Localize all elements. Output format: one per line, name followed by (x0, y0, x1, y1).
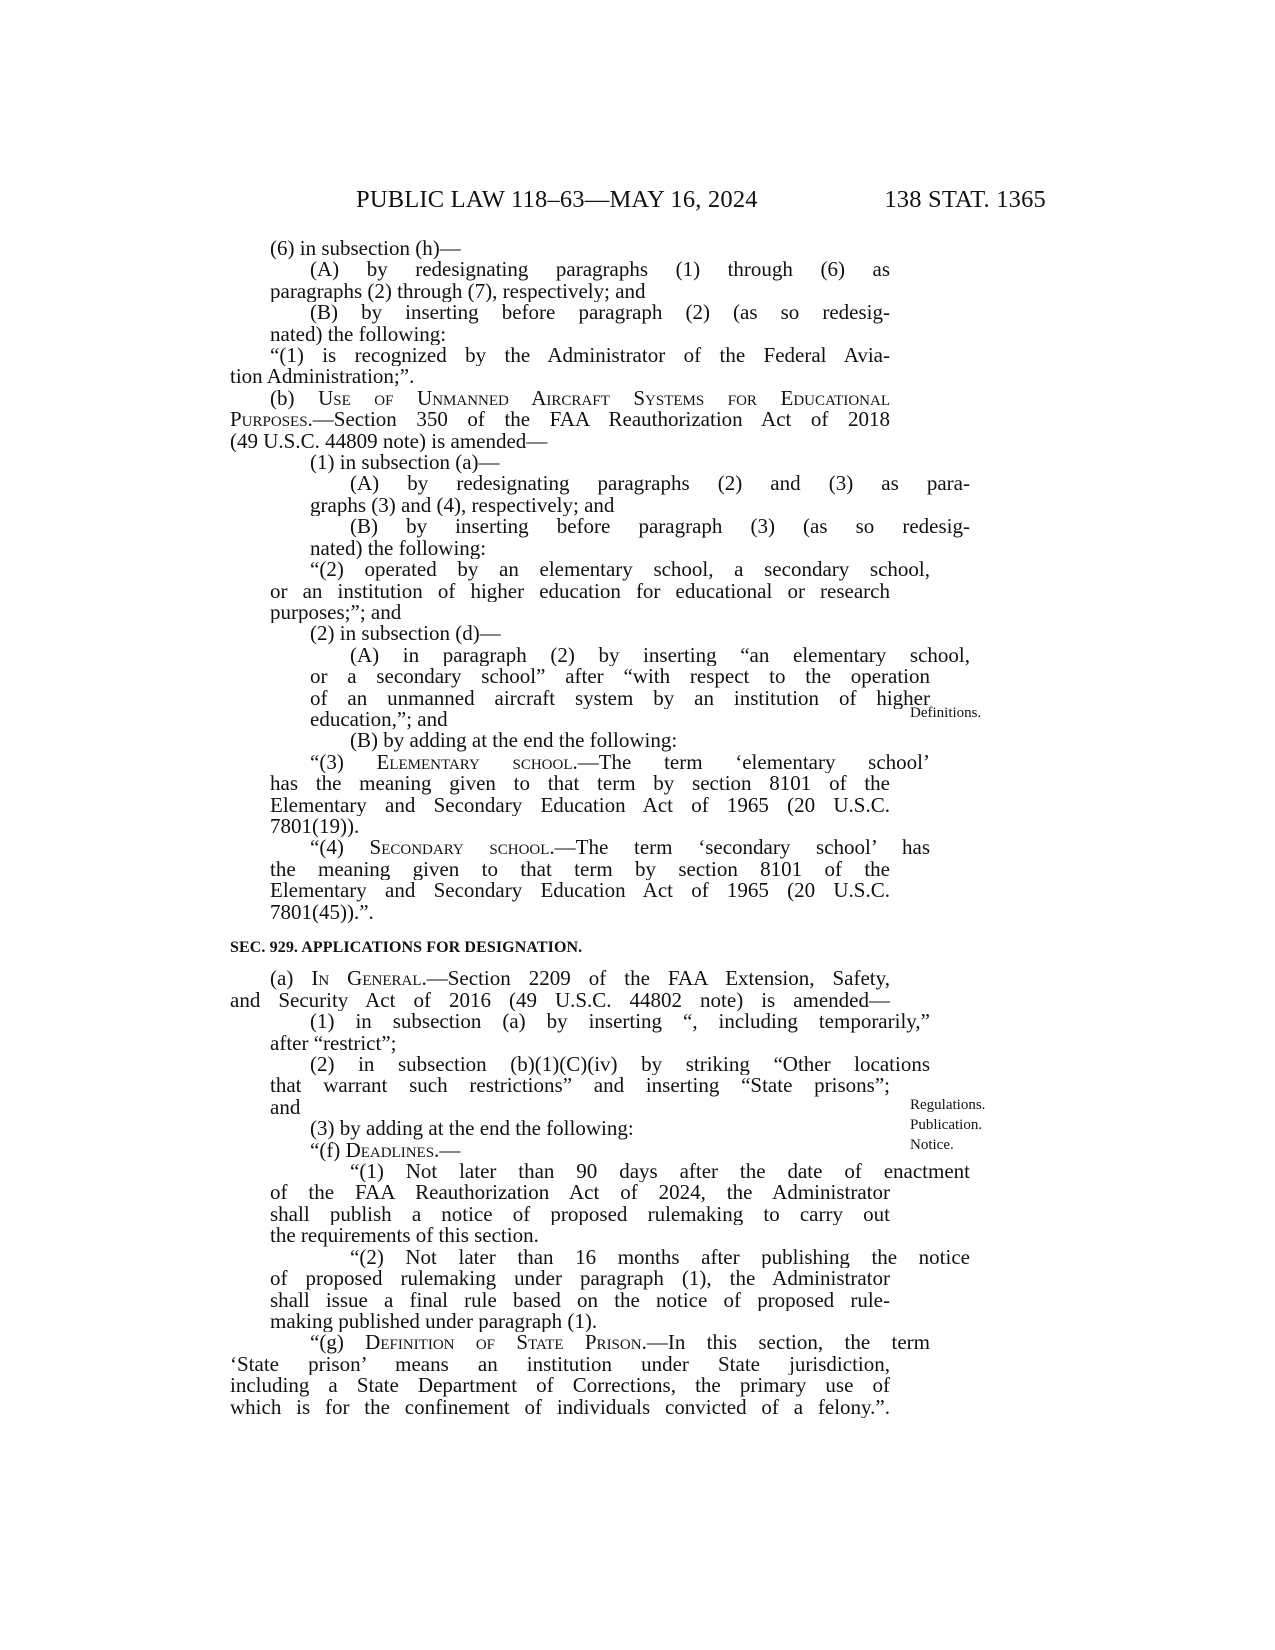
text-line (270, 837, 930, 858)
header-title: PUBLIC LAW 118–63—MAY 16, 2024 (356, 186, 758, 213)
text-line: (2) in subsection (d)— (310, 623, 501, 645)
text-line: (B) by inserting before paragraph (2) (as so redesig- (310, 302, 890, 324)
text-line: (A) in paragraph (2) by inserting “an elementary school, (350, 644, 970, 667)
text-line: of proposed rulemaking under paragraph (1), the Administrator (270, 1268, 890, 1290)
text-line: (A) by redesignating paragraphs (1) through (6) as (310, 259, 890, 281)
margin-note-notice: Notice. (910, 1137, 954, 1153)
text-line: 7801(19)). (270, 815, 360, 838)
subsection-heading: Definition of State Prison. (365, 1332, 647, 1354)
text-line: tion Administration;”. (230, 366, 415, 388)
text-line: which is for the confinement of individuals convicted of a felony.”. (230, 1396, 890, 1418)
text-line: 7801(45)).”. (270, 901, 374, 923)
text-line: the requirements of this section. (270, 1225, 539, 1247)
text-line: including a State Department of Corrections, the primary use of (230, 1375, 890, 1397)
text-line: nated) the following: (310, 537, 487, 560)
text-run: —The term ‘elementary school’ (577, 751, 930, 774)
text-line: (49 U.S.C. 44809 note) is amended— (230, 430, 548, 453)
subsection-b-heading-line (230, 388, 890, 409)
text-line: shall issue a final rule based on the notice of proposed rule- (270, 1289, 890, 1311)
text-run: “(g) (310, 1332, 366, 1354)
text-line: of an unmanned aircraft system by an institution of higher (310, 687, 930, 709)
text-line: (B) by adding at the end the following: (350, 730, 678, 752)
text-line: (B) by inserting before paragraph (3) (as so redesig- (350, 516, 970, 538)
text-line: purposes;”; and (270, 601, 402, 624)
margin-note-regulations: Regulations. (910, 1097, 986, 1113)
text-line: (1) in subsection (a) by inserting “, including temporarily,” (310, 1011, 930, 1033)
text-run: —Section 2209 of the FAA Extension, Safety, (426, 968, 890, 990)
text-line: “(1) Not later than 90 days after the date of enactment (350, 1161, 970, 1183)
text-line: of the FAA Reauthorization Act of 2024, the Administrator (270, 1182, 890, 1204)
text-line: and (270, 1096, 301, 1119)
section-heading: SEC. 929. APPLICATIONS FOR DESIGNATION. (230, 939, 583, 956)
text-run: (b) (270, 387, 319, 410)
text-line (270, 752, 930, 773)
text-line (230, 409, 890, 430)
margin-note-publication: Publication. (910, 1117, 983, 1133)
header-page-number: 138 STAT. 1365 (884, 186, 1046, 213)
subsection-heading: Purposes. (230, 409, 313, 431)
text-line: Elementary and Secondary Education Act of 1965 (20 U.S.C. (270, 794, 890, 816)
text-run: “(4) (310, 837, 370, 859)
text-line: shall publish a notice of proposed rulemaking to carry out (270, 1203, 890, 1226)
text-run: —Section 350 of the FAA Reauthorization Act of 2018 (312, 409, 890, 431)
paragraph-heading: Elementary school. (376, 751, 578, 774)
text-line: (3) by adding at the end the following: (310, 1118, 634, 1140)
text-run: —The term ‘secondary school’ has (554, 837, 930, 859)
text-line: ‘State prison’ means an institution under State jurisdiction, (230, 1353, 890, 1376)
text-line: graphs (3) and (4), respectively; and (310, 494, 615, 517)
margin-note-definitions: Definitions. (910, 705, 982, 721)
text-run: —In this section, the term (646, 1332, 930, 1354)
text-run: “(3) (310, 751, 377, 774)
text-line: (2) in subsection (b)(1)(C)(iv) by striking “Other locations (310, 1054, 930, 1076)
text-line: or a secondary school” after “with respect to the operation (310, 666, 930, 688)
text-line: Elementary and Secondary Education Act of 1965 (20 U.S.C. (270, 880, 890, 902)
text-line (270, 1332, 930, 1353)
text-line: “(2) operated by an elementary school, a secondary school, (310, 559, 930, 581)
paragraph-heading: Secondary school. (369, 837, 555, 859)
text-line: making published under paragraph (1). (270, 1310, 598, 1333)
text-line: nated) the following: (270, 323, 447, 346)
text-line: that warrant such restrictions” and inserting “State prisons”; (270, 1075, 890, 1097)
subsection-heading: In General. (311, 968, 427, 990)
text-line: paragraphs (2) through (7), respectively; and (270, 280, 646, 303)
text-line: (A) by redesignating paragraphs (2) and (3) as para- (350, 473, 970, 495)
text-line: and Security Act of 2016 (49 U.S.C. 44802 note) is amended— (230, 989, 890, 1012)
text-line: “(1) is recognized by the Administrator of the Federal Avia- (270, 345, 890, 367)
text-run: (a) (270, 968, 312, 990)
text-line: the meaning given to that term by section 8101 of the (270, 858, 890, 881)
text-line (230, 968, 890, 989)
subsection-heading: Use of Unmanned Aircraft Systems for Educational (318, 387, 890, 410)
text-line (270, 1140, 930, 1161)
text-run: “(f) (310, 1139, 346, 1162)
text-line: has the meaning given to that term by section 8101 of the (270, 773, 890, 795)
text-line: or an institution of higher education for educational or research (270, 580, 890, 602)
subsection-heading: Deadlines. (345, 1139, 440, 1162)
text-line: (6) in subsection (h)— (270, 238, 461, 260)
text-line: “(2) Not later than 16 months after publishing the notice (350, 1246, 970, 1269)
text-line: education,”; and (310, 708, 448, 731)
text-line: (1) in subsection (a)— (310, 452, 500, 474)
text-line: after “restrict”; (270, 1032, 397, 1055)
page-header (226, 186, 1046, 226)
text-run: — (439, 1139, 461, 1162)
